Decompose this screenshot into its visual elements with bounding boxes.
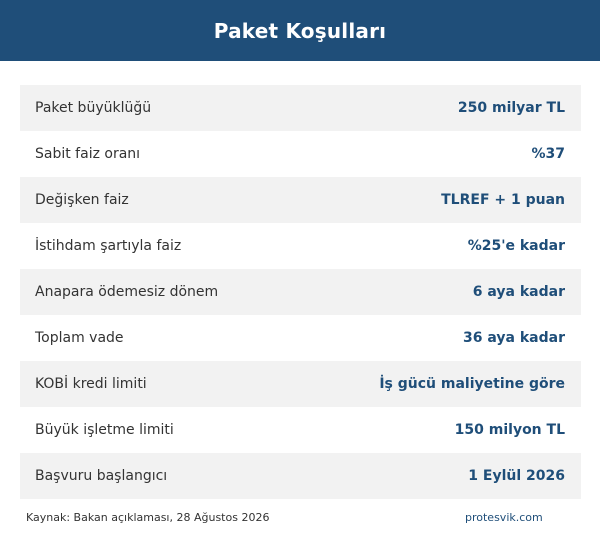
table-row [20,315,581,361]
source-note: Kaynak: Bakan açıklaması, 28 Ağustos 2026 [26,511,270,524]
row-value: 250 milyar TL [457,100,565,116]
row-label: Büyük işletme limiti [35,422,174,438]
row-value: %25'e kadar [467,238,565,254]
row-value: 36 aya kadar [463,330,565,346]
row-label: Paket büyüklüğü [35,100,152,116]
row-label: Başvuru başlangıcı [35,468,168,484]
table-row [20,453,581,499]
conditions-table [20,85,581,499]
table-row [20,85,581,131]
row-label: Sabit faiz oranı [35,146,141,162]
row-label: KOBİ kredi limiti [35,376,147,392]
table-row [20,131,581,177]
row-value: TLREF + 1 puan [441,192,565,208]
table-row [20,223,581,269]
row-label: Değişken faiz [35,192,129,208]
row-value: 1 Eylül 2026 [468,468,565,484]
row-label: Anapara ödemesiz dönem [35,284,219,300]
table-row [20,407,581,453]
row-value: 150 milyon TL [454,422,565,438]
row-value: İş gücü maliyetine göre [379,376,565,392]
row-label: İstihdam şartıyla faiz [35,238,182,254]
page-title: Paket Koşulları [213,18,387,43]
row-value: 6 aya kadar [472,284,565,300]
table-row [20,177,581,223]
table-row [20,269,581,315]
row-value: %37 [531,146,565,162]
header-bar [0,0,600,61]
table-row [20,361,581,407]
site-link[interactable]: protesvik.com [465,511,543,524]
row-label: Toplam vade [35,330,124,346]
